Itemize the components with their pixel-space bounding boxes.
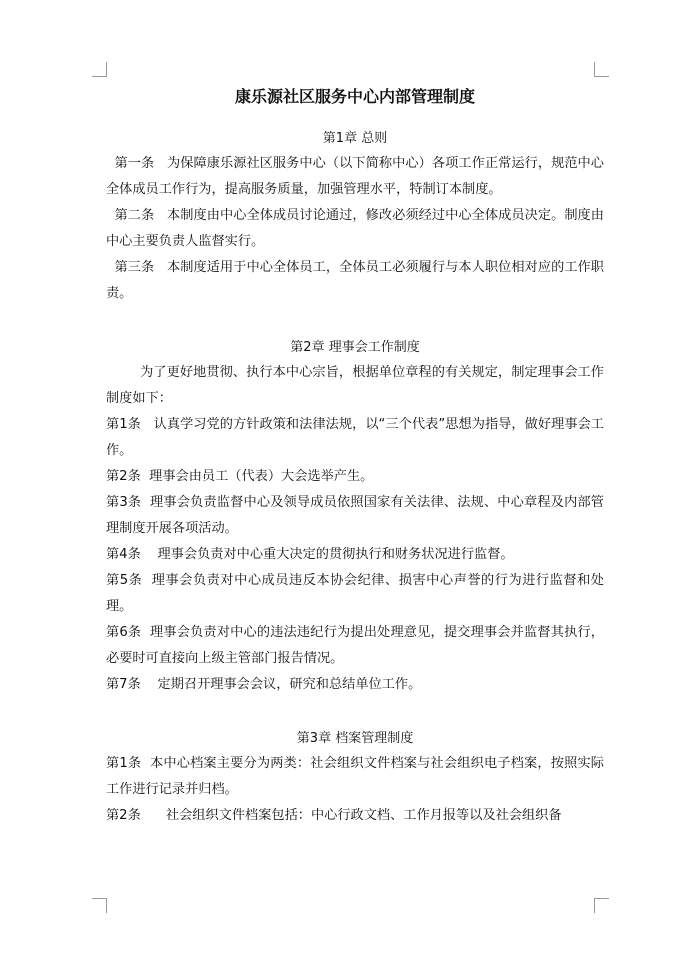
document-body — [106, 84, 604, 829]
article-paragraph: 第5条 理事会负责对中心成员违反本协会纪律、损害中心声誉的行为进行监督和处理。 — [106, 573, 604, 614]
article-paragraph: 第2条 社会组织文件档案包括：中心行政文档、工作月报等以及社会组织备 — [106, 808, 562, 823]
crop-mark-top-right — [594, 62, 609, 77]
article-paragraph: 第3条 理事会负责监督中心及领导成员依照国家有关法律、法规、中心章程及内部管理制度开展各项活动。 — [106, 495, 604, 536]
article-paragraph: 第二条 本制度由中心全体成员讨论通过，修改必须经过中心全体成员决定。制度由中心主要负责人监督实行。 — [106, 208, 604, 249]
article-paragraph: 第一条 为保障康乐源社区服务中心（以下简称中心）各项工作正常运行，规范中心全体成员工作行为，提高服务质量，加强管理水平，特制订本制度。 — [106, 156, 604, 197]
chapter-heading: 第3章 档案管理制度 — [296, 731, 414, 746]
chapter-heading: 第1章 总则 — [322, 131, 388, 146]
article-paragraph: 第7条 定期召开理事会会议，研究和总结单位工作。 — [106, 677, 422, 692]
chapter-heading: 第2章 理事会工作制度 — [290, 340, 420, 355]
section-spacer — [106, 307, 604, 337]
crop-mark-bottom-right — [594, 898, 609, 913]
crop-mark-top-left — [92, 62, 107, 77]
article-paragraph: 为了更好地贯彻、执行本中心宗旨，根据单位章程的有关规定，制定理事会工作制度如下： — [106, 365, 604, 406]
article-paragraph: 第1条 本中心档案主要分为两类：社会组织文件档案与社会组织电子档案，按照实际工作进行记录并归档。 — [106, 756, 604, 797]
article-paragraph: 第4条 理事会负责对中心重大决定的贯彻执行和财务状况进行监督。 — [106, 547, 514, 562]
section-spacer — [106, 698, 604, 728]
crop-mark-bottom-left — [92, 898, 107, 913]
article-paragraph: 第6条 理事会负责对中心的违法违纪行为提出处理意见，提交理事会并监督其执行，必要时可直接向上级主管部门报告情况。 — [106, 625, 604, 666]
article-paragraph: 第2条 理事会由员工（代表）大会选举产生。 — [106, 469, 374, 484]
document-title: 康乐源社区服务中心内部管理制度 — [234, 87, 475, 106]
article-paragraph: 第三条 本制度适用于中心全体员工，全体员工必须履行与本人职位相对应的工作职责。 — [106, 260, 604, 301]
article-paragraph: 第1条 认真学习党的方针政策和法律法规，以“三个代表”思想为指导，做好理事会工作。 — [106, 417, 604, 458]
